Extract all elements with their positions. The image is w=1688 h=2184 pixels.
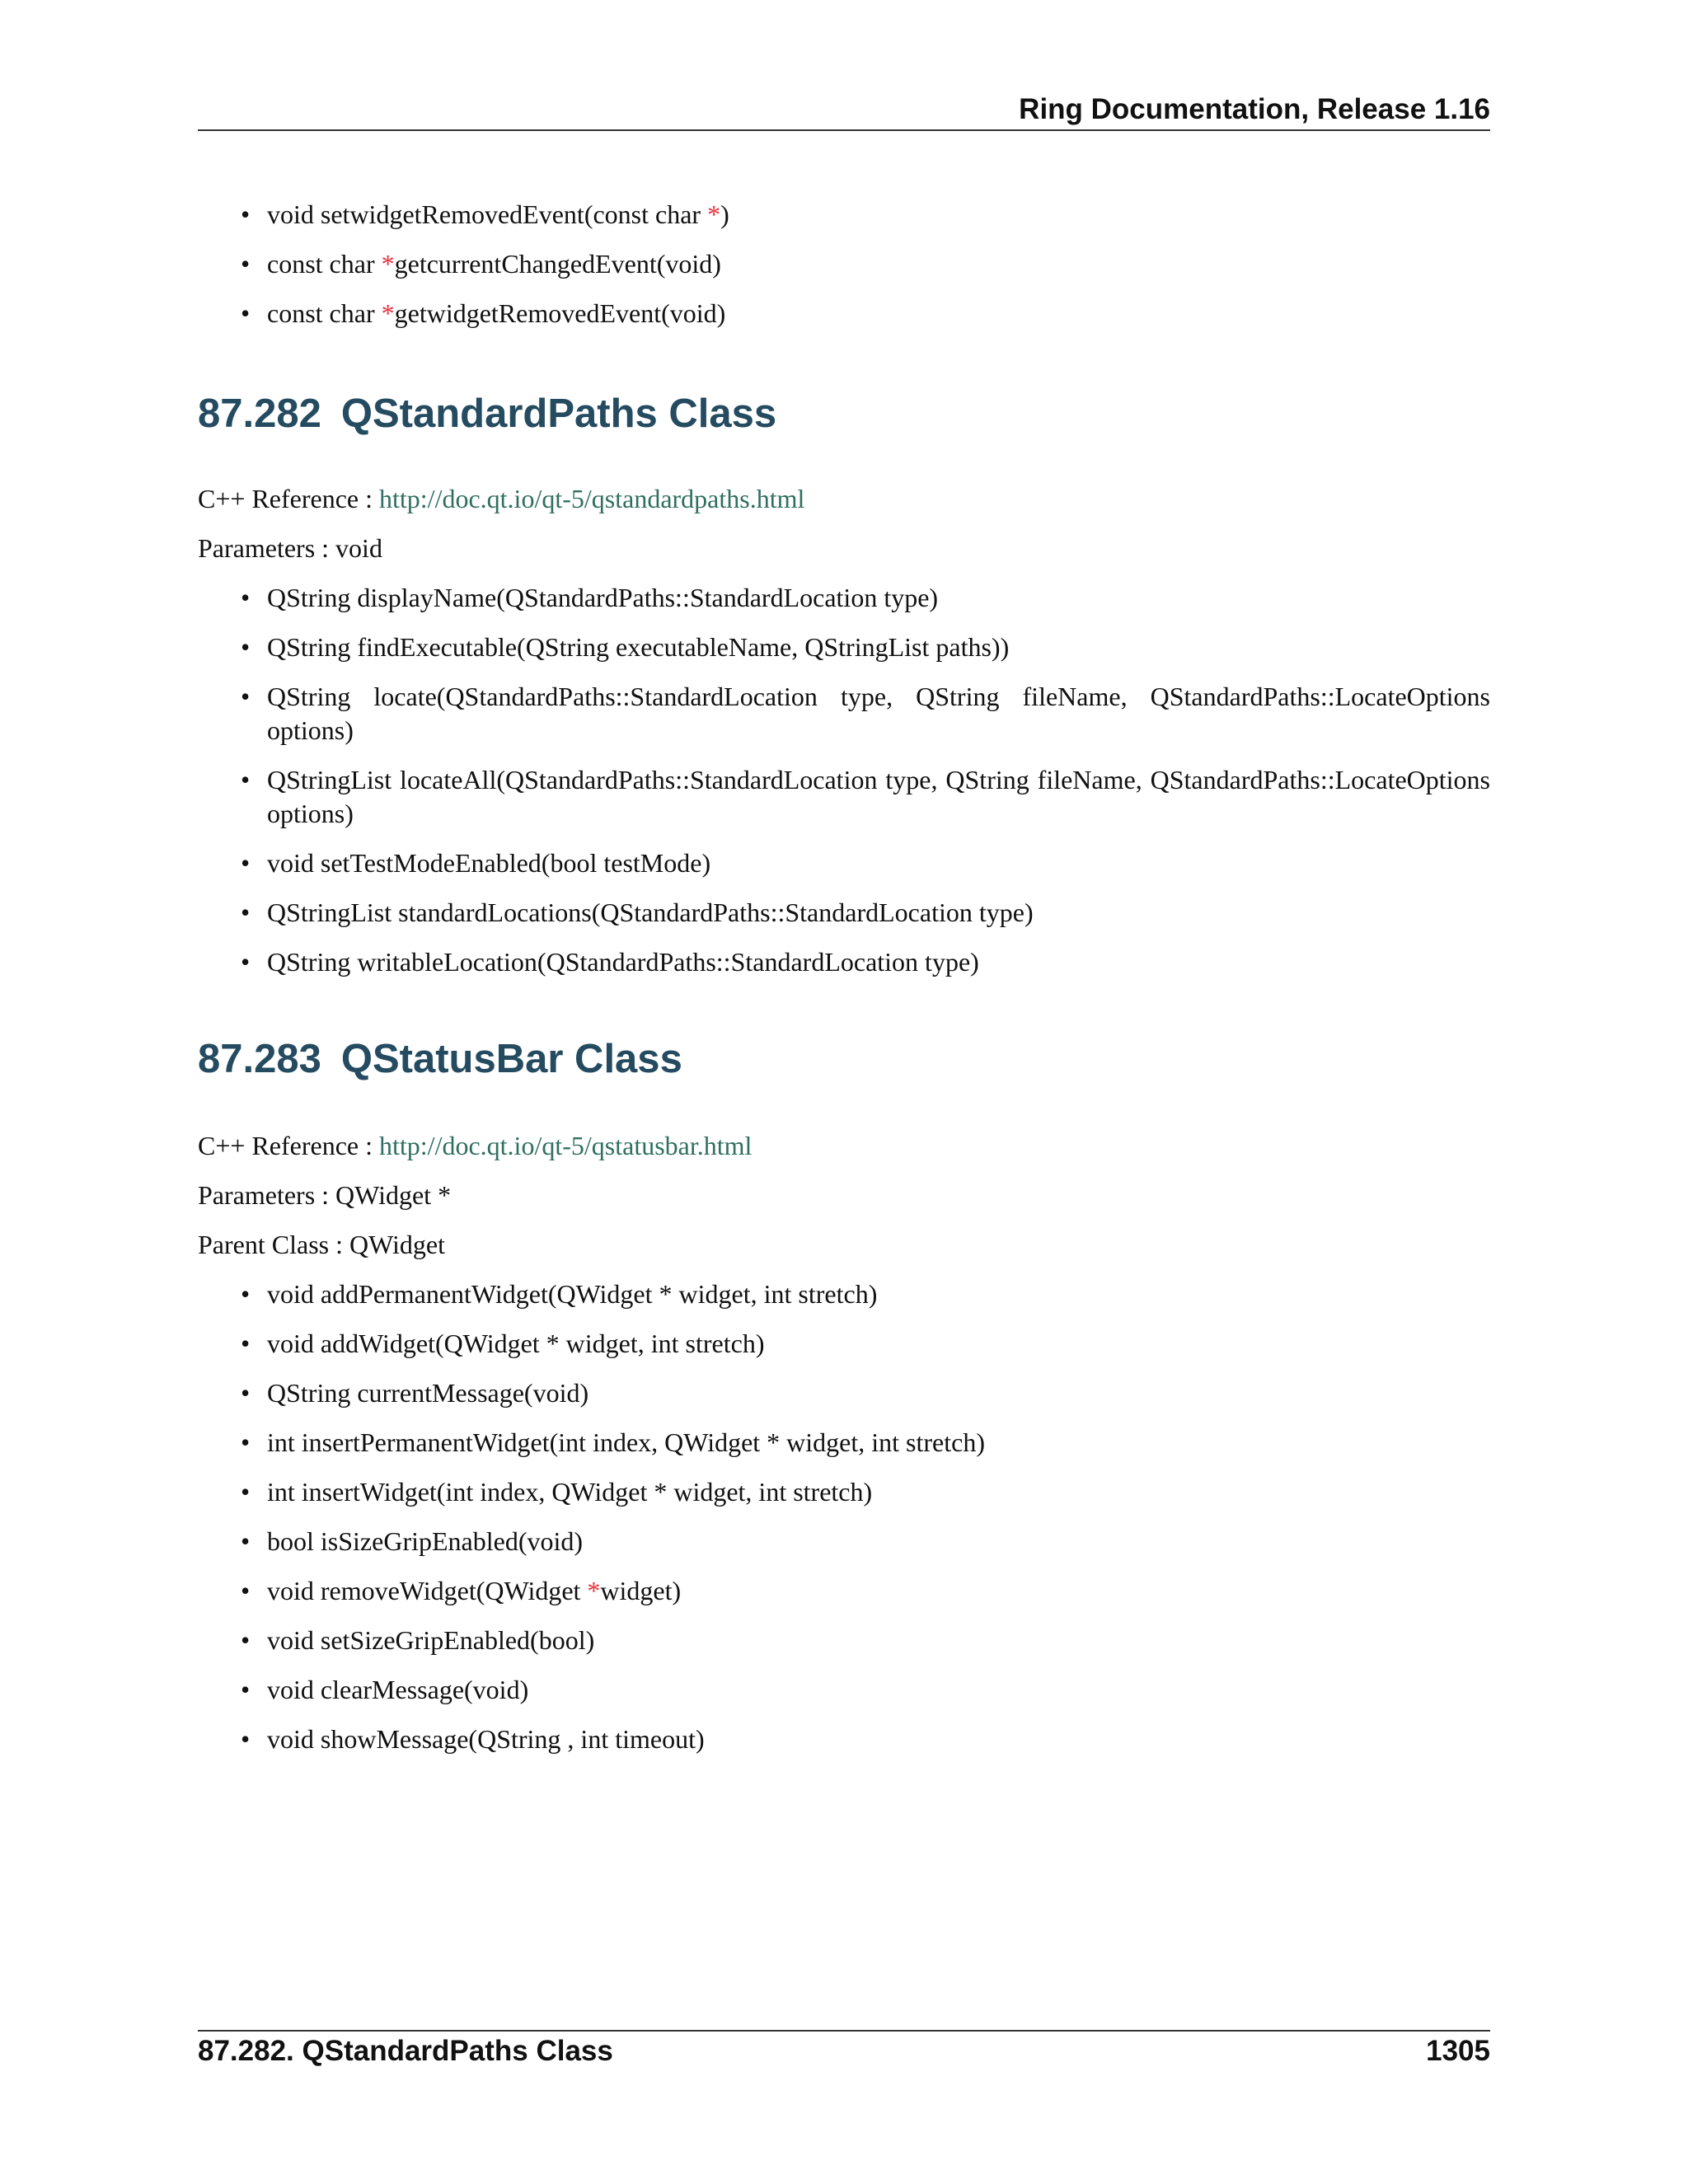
bullet-icon: • [241,682,251,711]
bullet-icon: • [241,1329,251,1358]
reference-link[interactable]: http://doc.qt.io/qt-5/qstandardpaths.html [379,484,805,513]
list-item: • int insertWidget(int index, QWidget * widget, int stretch) [198,1475,1490,1509]
bullet-icon: • [241,765,251,794]
list-item: • void removeWidget(QWidget *widget) [198,1574,1490,1608]
top-method-list [198,198,1490,346]
parameters-line: Parameters : void [198,533,382,563]
running-header: Ring Documentation, Release 1.16 [1019,93,1490,125]
bullet-icon: • [241,1576,251,1605]
list-item: • void showMessage(QString , int timeout) [198,1722,1490,1756]
list-item: • void clearMessage(void) [198,1673,1490,1707]
list-item: • const char *getcurrentChangedEvent(void) [198,247,1490,281]
bullet-icon: • [241,583,251,612]
parent-class-line: Parent Class : QWidget [198,1230,445,1259]
footer-section-title: 87.282. QStandardPaths Class [198,2035,613,2067]
bullet-icon: • [241,298,251,328]
list-item: • void setwidgetRemovedEvent(const char *) [198,198,1490,232]
cpp-reference: C++ Reference : http://doc.qt.io/qt-5/qstatusbar.html [198,1131,753,1160]
list-item: • bool isSizeGripEnabled(void) [198,1525,1490,1558]
section-qstandardpaths-body [198,482,1490,995]
bullet-icon: • [241,199,251,229]
header-rule [198,129,1490,131]
list-item: • QString displayName(QStandardPaths::StandardLocation type) [198,581,1490,615]
list-item: • QStringList locateAll(QStandardPaths::StandardLocation type, QString fileName, QStandardPaths::LocateOptions options) [241,765,1490,828]
bullet-icon: • [241,1675,251,1704]
list-item: • QStringList standardLocations(QStandardPaths::StandardLocation type) [198,896,1490,930]
reference-link[interactable]: http://doc.qt.io/qt-5/qstatusbar.html [379,1131,753,1160]
list-item: • void addPermanentWidget(QWidget * widget, int stretch) [198,1277,1490,1311]
list-item: • void setSizeGripEnabled(bool) [198,1624,1490,1657]
list-item: • QString locate(QStandardPaths::StandardLocation type, QString fileName, QStandardPaths::LocateOptions options) [241,682,1490,745]
bullet-icon: • [241,249,251,279]
list-item: • void setTestModeEnabled(bool testMode) [198,846,1490,880]
bullet-icon: • [241,1378,251,1408]
bullet-icon: • [241,947,251,977]
bullet-icon: • [241,1427,251,1457]
cpp-reference: C++ Reference : http://doc.qt.io/qt-5/qstandardpaths.html [198,484,805,513]
bullet-icon: • [241,1526,251,1556]
section-heading-qstandardpaths: 87.282 QStandardPaths Class [198,391,777,436]
section-heading-qstatusbar: 87.283 QStatusBar Class [198,1037,682,1081]
bullet-icon: • [241,632,251,662]
bullet-icon: • [241,1625,251,1655]
list-item: • int insertPermanentWidget(int index, QWidget * widget, int stretch) [198,1426,1490,1460]
bullet-icon: • [241,1279,251,1309]
list-item: • QString currentMessage(void) [198,1376,1490,1410]
list-item: • const char *getwidgetRemovedEvent(void) [198,297,1490,330]
parameters-line: Parameters : QWidget * [198,1180,452,1210]
list-item: • QString findExecutable(QString executableName, QStringList paths)) [198,630,1490,664]
footer-rule [198,2030,1490,2032]
bullet-icon: • [241,1724,251,1754]
page-number: 1305 [1426,2035,1490,2067]
list-item: • void addWidget(QWidget * widget, int stretch) [198,1327,1490,1361]
bullet-icon: • [241,898,251,927]
bullet-icon: • [241,1477,251,1507]
list-item: • QString writableLocation(QStandardPaths::StandardLocation type) [198,945,1490,979]
section-qstatusbar-body [198,1129,1490,1772]
bullet-icon: • [241,848,251,878]
